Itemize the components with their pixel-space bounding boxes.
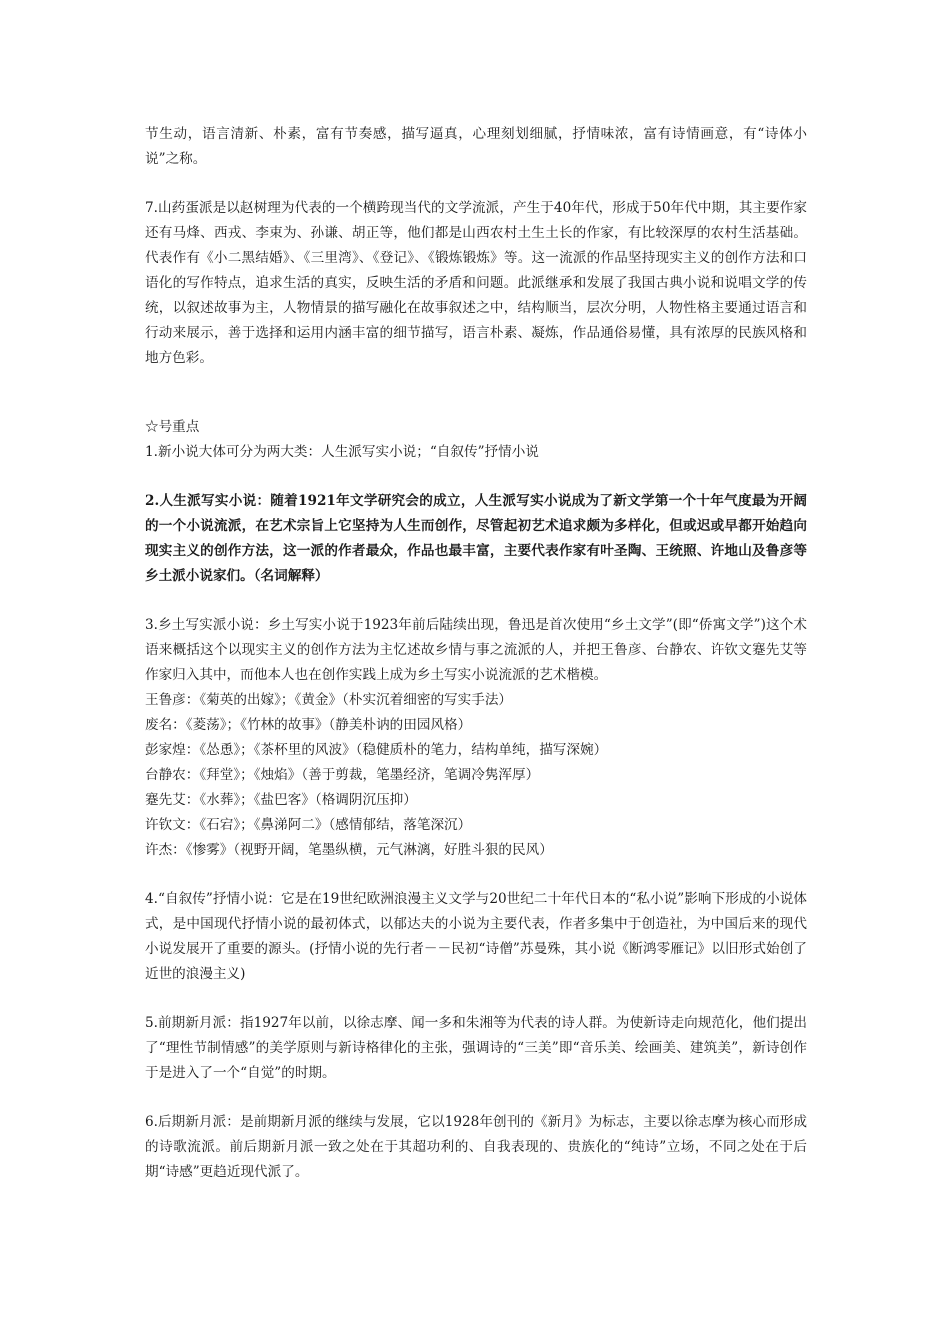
author-line: 蹇先艾：《水葬》；《盐巴客》（格调阴沉压抑） — [145, 792, 417, 808]
spacer — [145, 172, 807, 196]
key-point-2: 2.人生派写实小说：随着1921年文学研究会的成立，人生派写实小说成为了新文学第一个十年气度最为开阔的一个小说流派，在艺术宗旨上它坚持为人生而创作，尽管起初艺术追求颇为多样化，但或迟或早都开始趋向现实主义的创作方法，这一派的作者最众，作品也最丰富，主要代表作家有叶圣陶、王统照、许地山及鲁彦等乡土派小说家们。（名词解释） — [145, 493, 807, 584]
author-line: 彭家煌：《怂恿》；《茶杯里的风波》（稳健质朴的笔力，结构单纯，描写深婉） — [145, 742, 608, 758]
key-points-heading: ☆号重点 — [145, 419, 200, 435]
spacer — [145, 371, 807, 415]
spacer — [145, 1086, 807, 1110]
author-line: 许杰：《惨雾》（视野开阔，笔墨纵横，元气淋漓，好胜斗狠的民风） — [145, 842, 553, 858]
key-point-5: 5.前期新月派：指1927年以前，以徐志摩、闻一多和朱湘等为代表的诗人群。为使新诗走向规范化，他们提出了“理性节制情感”的美学原则与新诗格律化的主张，强调诗的“三美”即“音乐美、绘画美、建筑美”，新诗创作于是进入了一个“自觉”的时期。 — [145, 1015, 807, 1081]
author-line: 许钦文：《石宕》；《鼻涕阿二》（感情郁结，落笔深沉） — [145, 817, 472, 833]
spacer — [145, 465, 807, 489]
spacer — [145, 589, 807, 613]
author-line: 王鲁彦：《菊英的出嫁》；《黄金》（朴实沉着细密的写实手法） — [145, 692, 513, 708]
author-line: 台静农：《拜堂》；《烛焰》（善于剪裁，笔墨经济，笔调冷隽浑厚） — [145, 767, 540, 783]
spacer — [145, 987, 807, 1011]
key-point-4: 4.“自叙传”抒情小说：它是在19世纪欧洲浪漫主义文学与20世纪二十年代日本的“私小说”影响下形成的小说体式，是中国现代抒情小说的最初体式，以郁达夫的小说为主要代表，作者多集中于创造社，为中国后来的现代小说发展开了重要的源头。(抒情小说的先行者－－民初“诗僧”苏曼殊，其小说《断鸿零雁记》以旧形式始创了近世的浪漫主义) — [145, 891, 807, 982]
spacer — [145, 863, 807, 887]
paragraph-intro-tail: 节生动，语言清新、朴素，富有节奏感，描写逼真，心理刻划细腻，抒情味浓，富有诗情画意，有“诗体小说”之称。 — [145, 126, 807, 167]
key-point-6: 6.后期新月派：是前期新月派的继续与发展，它以1928年创刊的《新月》为标志，主要以徐志摩为核心而形成的诗歌流派。前后期新月派一致之处在于其超功利的、自我表现的、贵族化的“纯诗”立场，不同之处在于后期“诗感”更趋近现代派了。 — [145, 1114, 807, 1180]
key-point-3: 3.乡土写实派小说：乡土写实小说于1923年前后陆续出现，鲁迅是首次使用“乡土文学”(即“侨寓文学”)这个术语来概括这个以现实主义的创作方法为主忆述故乡情与事之流派的人，并把王鲁彦、台静农、许钦文蹇先艾等作家归入其中，而他本人也在创作实践上成为乡土写实小说流派的艺术楷模。 — [145, 617, 807, 683]
paragraph-shanyaodan-school: 7.山药蛋派是以赵树理为代表的一个横跨现当代的文学流派，产生于40年代，形成于50年代中期，其主要作家还有马烽、西戎、李束为、孙谦、胡正等，他们都是山西农村土生土长的作家，有比较深厚的农村生活基础。代表作有《小二黑结婚》、《三里湾》、《登记》、《锻炼锻炼》等。这一流派的作品坚持现实主义的创作方法和口语化的写作特点，追求生活的真实，反映生活的矛盾和问题。此派继承和发展了我国古典小说和说唱文学的传统，以叙述故事为主，人物情景的描写融化在故事叙述之中，结构顺当，层次分明，人物性格主要通过语言和行动来展示，善于选择和运用内涵丰富的细节描写，语言朴素、凝炼，作品通俗易懂，具有浓厚的民族风格和地方色彩。 — [145, 200, 807, 366]
author-line: 废名：《菱荡》；《竹林的故事》（静美朴讷的田园风格） — [145, 717, 472, 733]
document-page — [145, 122, 807, 1185]
key-point-1: 1.新小说大体可分为两大类：人生派写实小说；“自叙传”抒情小说 — [145, 444, 539, 460]
author-list — [145, 688, 807, 863]
